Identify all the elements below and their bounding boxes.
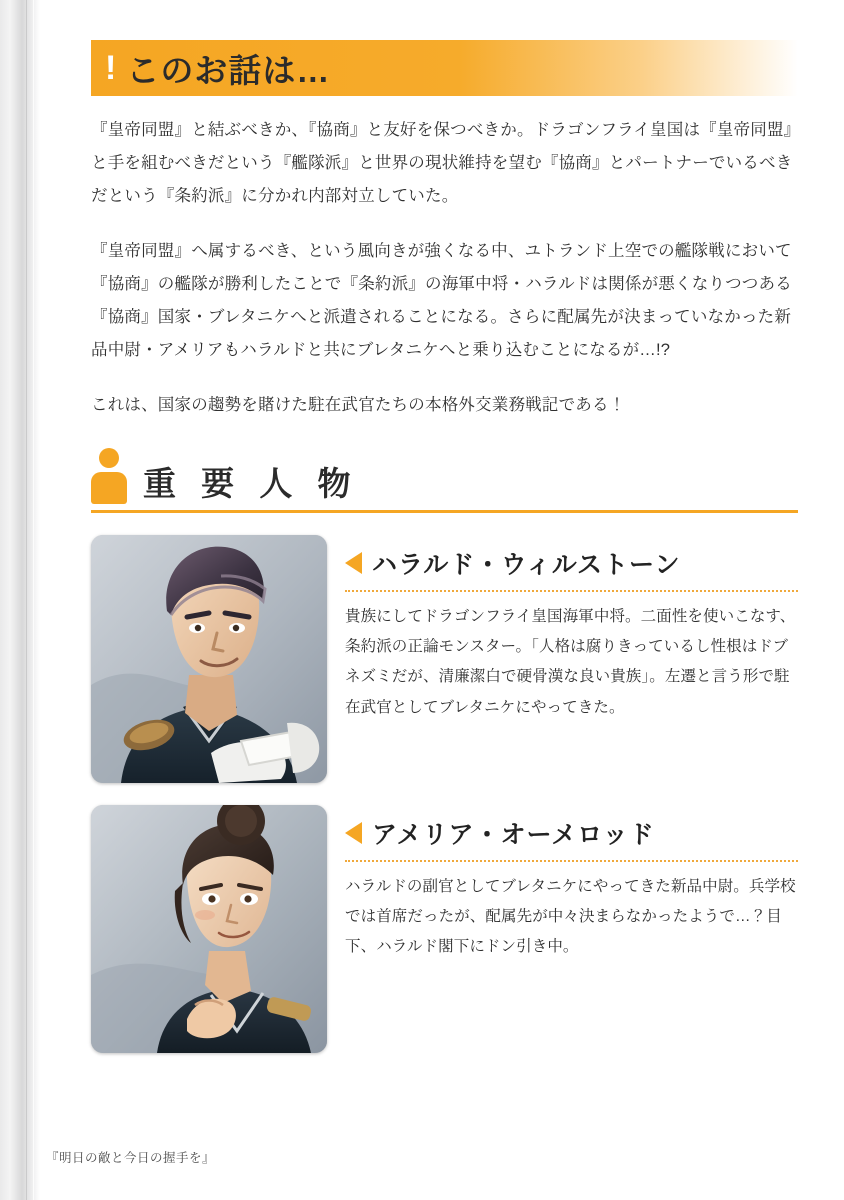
intro-text-3: これは、国家の趨勢を賭けた駐在武官たちの本格外交業務戦記である！ (91, 396, 626, 414)
character-info (345, 535, 798, 783)
intro-text-2: 『皇帝同盟』へ属するべき、という風向きが強くなる中、ユトランド上空での艦隊戦において『協商』の艦隊が勝利したことで『条約派』の海軍中将・ハラルドは関係が悪くなりつつある『協商』国家・ブレタニケへと派遣されることになる。さらに配属先が決まっていなかった新品中尉・アメリアもハラルドと共にブレタニケへと乗り込むことになるが…!? (91, 242, 792, 359)
divider-dotted (345, 860, 798, 862)
character-info (345, 805, 798, 1053)
book-spine-line (26, 0, 27, 1200)
character-portrait (91, 535, 327, 783)
character-description: ハラルドの副官としてブレタニケにやってきた新品中尉。兵学校では首席だったが、配属先が中々決まらなかったようで…？目下、ハラルド閣下にドン引き中。 (345, 878, 796, 956)
person-icon (91, 448, 127, 504)
character-description: 貴族にしてドラゴンフライ皇国海軍中将。二面性を使いこなす、条約派の正論モンスター。「人格は腐りきっているし性根はドブネズミだが、清廉潔白で硬骨漢な良い貴族」。左遷と言う形で駐在武官としてブレタニケにやってきた。 (345, 608, 796, 716)
banner-title: このお話は… (126, 51, 331, 89)
character-portrait (91, 805, 327, 1053)
intro-paragraph-3 (91, 389, 798, 422)
character-card (91, 805, 798, 1053)
section-heading-characters (91, 448, 798, 513)
story-intro (91, 114, 798, 422)
book-spine-highlight (33, 0, 34, 1200)
section-title: 重 要 人 物 (143, 464, 359, 502)
triangle-left-icon (345, 822, 362, 844)
character-name-row (345, 815, 798, 851)
character-name: ハラルド・ウィルストーン (372, 551, 681, 579)
triangle-left-icon (345, 552, 362, 574)
character-name-row (345, 545, 798, 581)
character-name: アメリア・オーメロッド (372, 821, 655, 849)
character-card (91, 535, 798, 783)
page-content (46, 0, 844, 1200)
story-banner (91, 40, 798, 96)
divider-dotted (345, 590, 798, 592)
exclamation-icon: ! (105, 49, 117, 87)
intro-paragraph-1 (91, 114, 798, 213)
footer-caption: 『明日の敵と今日の握手を』 (46, 1151, 216, 1165)
intro-paragraph-2 (91, 235, 798, 367)
intro-text-1: 『皇帝同盟』と結ぶべきか、『協商』と友好を保つべきか。ドラゴンフライ皇国は『皇帝同盟』と手を組むべきだという『艦隊派』と世界の現状維持を望む『協商』とパートナーでいるべきだという『条約派』に分かれ内部対立していた。 (91, 121, 793, 205)
